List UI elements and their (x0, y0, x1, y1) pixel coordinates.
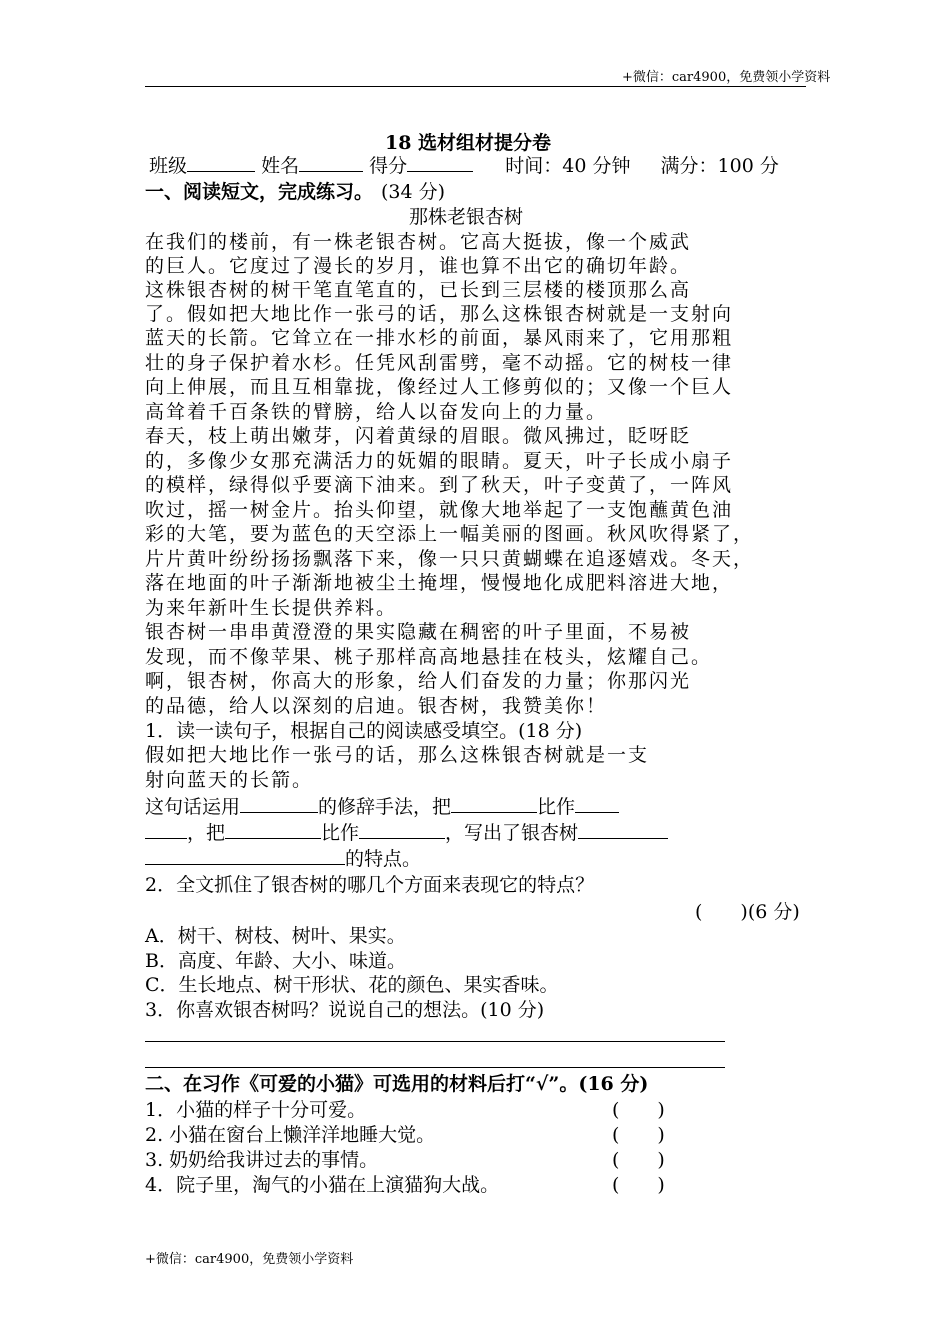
q1-fill-text: 比作 (537, 796, 576, 818)
article-line: 壮的身子保护着水杉。任凭风刮雷劈，毫不动摇。它的树枝一律 (145, 352, 734, 374)
section2-item: 3. 奶奶给我讲过去的事情。 (145, 1149, 379, 1171)
q3-answer-line[interactable] (145, 1041, 725, 1042)
section2-item-slot[interactable]: ( ) (612, 1149, 665, 1171)
article-line: 的，多像少女那充满活力的妩媚的眼睛。夏天，叶子长成小扇子 (145, 450, 734, 472)
q1-quote-line: 假如把大地比作一张弓的话，那么这株银杏树就是一支 (145, 744, 650, 766)
q1-blank-rhetoric[interactable] (240, 794, 318, 813)
q2-option-c: C．生长地点、树干形状、花的颜色、果实香味。 (145, 974, 559, 996)
q1-blank-feature[interactable] (578, 820, 668, 839)
q1-fill-row-1 (145, 792, 619, 819)
full-score-label: 满分：100 分 (660, 155, 779, 177)
section2-item-slot[interactable]: ( ) (612, 1124, 665, 1146)
q2-stem: 2．全文抓住了银杏树的哪几个方面来表现它的特点？ (145, 874, 595, 896)
time-label: 时间：40 分钟 (505, 155, 631, 177)
q1-blank-object2[interactable] (225, 820, 321, 839)
article-line: 银杏树一串串黄澄澄的果实隐藏在稠密的叶子里面，不易被 (145, 621, 692, 643)
q1-blank-target1-cont[interactable] (145, 820, 187, 839)
q3-stem: 3．你喜欢银杏树吗？说说自己的想法。(10 分) (145, 999, 545, 1021)
section1-points: (34 分) (381, 181, 446, 203)
article-line: 这株银杏树的树干笔直笔直的，已长到三层楼的楼顶那么高 (145, 279, 692, 301)
article-line: 彩的大笔，要为蓝色的天空添上一幅美丽的图画。秋风吹得紧了， (145, 523, 755, 545)
q2-option-a: A．树干、树枝、树叶、果实。 (145, 925, 406, 947)
class-label: 班级 (149, 155, 188, 177)
q1-blank-feature-cont[interactable] (145, 846, 345, 865)
header-watermark: +微信：car4900，免费领小学资料 (622, 70, 831, 85)
q1-fill-text: ，把 (187, 822, 226, 844)
article-line: 啊，银杏树，你高大的形象，给人们奋发的力量；你那闪光 (145, 670, 692, 692)
q1-stem: 1．读一读句子，根据自己的阅读感受填空。(18 分) (145, 720, 583, 742)
article-line: 了。假如把大地比作一张弓的话，那么这株银杏树就是一支射向 (145, 303, 734, 325)
article-line: 为来年新叶生长提供养料。 (145, 597, 398, 619)
article-line: 的品德，给人以深刻的启迪。银杏树，我赞美你！ (145, 695, 608, 717)
section1-heading-text: 一、阅读短文，完成练习。 (145, 181, 374, 203)
article-line: 春天，枝上萌出嫩芽，闪着黄绿的眉眼。微风拂过，眨呀眨 (145, 425, 692, 447)
article-line: 吹过，摇一树金片。抬头仰望，就像大地举起了一支饱蘸黄色油 (145, 499, 734, 521)
header-rule (145, 86, 806, 87)
article-line: 片片黄叶纷纷扬扬飘落下来，像一只只黄蝴蝶在追逐嬉戏。冬天， (145, 548, 755, 570)
name-label: 姓名 (261, 155, 300, 177)
article-line: 落在地面的叶子渐渐地被尘土掩埋，慢慢地化成肥料溶进大地， (145, 572, 734, 594)
footer-watermark: +微信：car4900，免费领小学资料 (145, 1252, 354, 1267)
article-line: 的模样，绿得似乎要滴下油来。到了秋天，叶子变黄了，一阵风 (145, 474, 734, 496)
article-line: 高耸着千百条铁的臂膀，给人以奋发向上的力量。 (145, 401, 608, 423)
q1-blank-object1[interactable] (451, 794, 537, 813)
page-title: 18 选材组材提分卷 (385, 132, 552, 154)
name-field[interactable] (299, 153, 363, 172)
q1-fill-text: 的修辞手法，把 (318, 796, 452, 818)
score-field[interactable] (407, 153, 473, 172)
section2-item: 2. 小猫在窗台上懒洋洋地睡大觉。 (145, 1124, 436, 1146)
q1-fill-text: 这句话运用 (145, 796, 241, 818)
article-line: 蓝天的长箭。它耸立在一排水杉的前面，暴风雨来了，它用那粗 (145, 327, 734, 349)
section2-heading: 二、在习作《可爱的小猫》可选用的材料后打“√”。(16 分) (145, 1073, 649, 1095)
section2-item-slot[interactable]: ( ) (612, 1099, 665, 1121)
exam-info-row (149, 151, 779, 178)
article-line: 向上伸展，而且互相靠拢，像经过人工修剪似的；又像一个巨人 (145, 376, 734, 398)
q1-fill-text: 比作 (321, 822, 360, 844)
section1-heading (145, 177, 445, 204)
article-line: 发现，而不像苹果、桃子那样高高地悬挂在枝头，炫耀自己。 (145, 646, 713, 668)
q1-blank-target1[interactable] (575, 794, 619, 813)
section2-item-slot[interactable]: ( ) (612, 1174, 665, 1196)
q1-blank-target2[interactable] (359, 820, 445, 839)
q1-fill-row-3 (145, 844, 421, 871)
q1-fill-row-2 (145, 818, 668, 845)
score-label: 得分 (369, 155, 408, 177)
article-title: 那株老银杏树 (409, 206, 524, 228)
section2-item: 4．院子里，淘气的小猫在上演猫狗大战。 (145, 1174, 500, 1196)
q2-answer-slot[interactable]: ( )(6 分) (695, 901, 800, 923)
q1-fill-text: 的特点。 (345, 848, 422, 870)
class-field[interactable] (187, 153, 255, 172)
article-line: 的巨人。它度过了漫长的岁月，谁也算不出它的确切年龄。 (145, 255, 692, 277)
q3-answer-line[interactable] (145, 1067, 725, 1068)
q1-quote-line: 射向蓝天的长箭。 (145, 769, 314, 791)
section2-item: 1．小猫的样子十分可爱。 (145, 1099, 367, 1121)
q2-option-b: B．高度、年龄、大小、味道。 (145, 950, 406, 972)
q1-fill-text: ，写出了银杏树 (445, 822, 579, 844)
article-line: 在我们的楼前，有一株老银杏树。它高大挺拔，像一个威武 (145, 231, 692, 253)
